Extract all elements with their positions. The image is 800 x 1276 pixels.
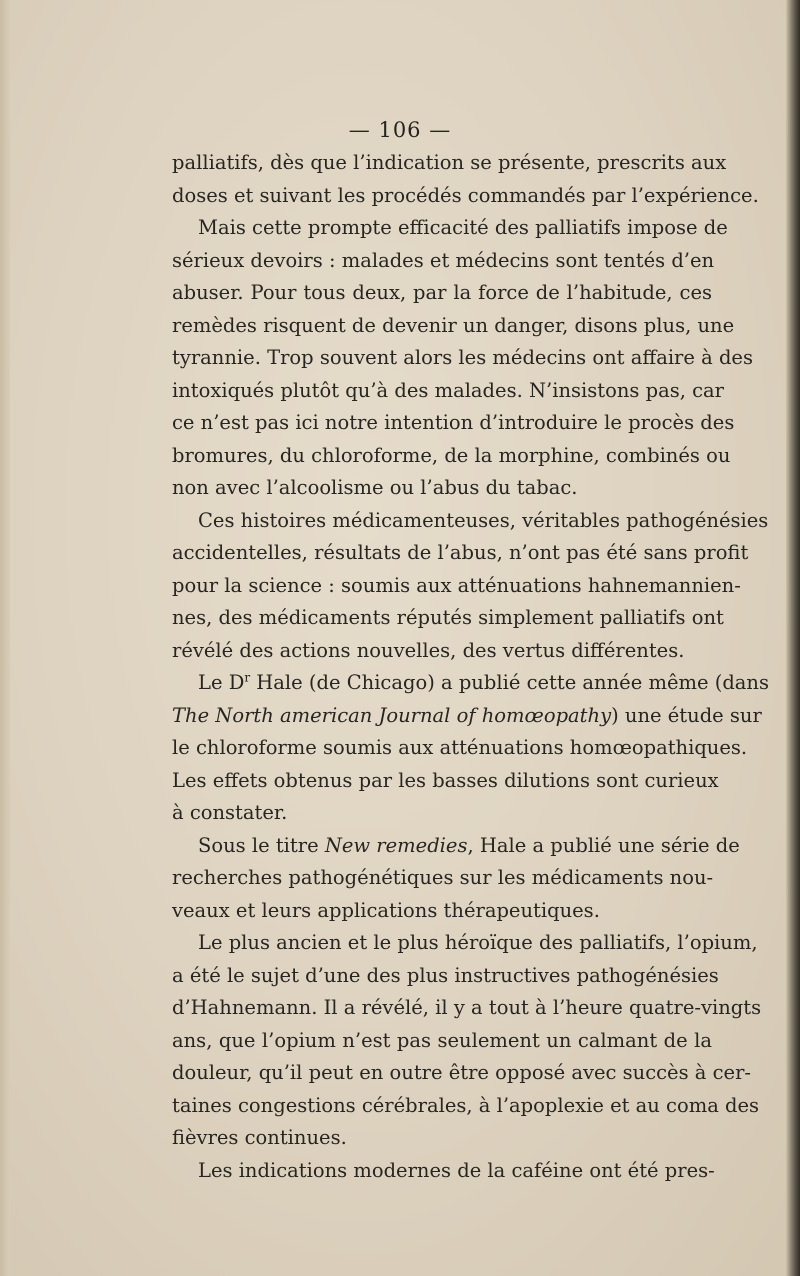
text-line: le chloroforme soumis aux atténuations homœopathiques. xyxy=(172,736,748,759)
body-text xyxy=(172,147,769,1187)
text-line: ans, que l’opium n’est pas seulement un calmant de la xyxy=(172,1028,712,1052)
text-line: Les indications modernes de la caféine ont été pres- xyxy=(198,1158,715,1182)
text-run: Le D xyxy=(198,671,245,694)
text-line: non avec l’alcoolisme ou l’abus du tabac. xyxy=(172,476,578,499)
text-run: , Hale a publié une série de xyxy=(467,833,740,857)
text-line: sérieux devoirs : malades et médecins sont tentés d’en xyxy=(172,248,715,272)
text-line: doses et suivant les procédés commandés par l’expérience. xyxy=(172,183,759,207)
text-line: remèdes risquent de devenir un danger, disons plus, une xyxy=(172,313,735,337)
page-binding-shadow xyxy=(786,0,800,1276)
text-line: a été le sujet d’une des plus instructives pathogénésies xyxy=(172,963,719,987)
text-line: taines congestions cérébrales, à l’apoplexie et au coma des xyxy=(172,1093,760,1117)
text-line xyxy=(172,830,740,863)
text-line: veaux et leurs applications thérapeutiques. xyxy=(172,898,600,922)
text-line: pour la science : soumis aux atténuations hahnemannien- xyxy=(172,573,741,597)
text-line: fièvres continues. xyxy=(172,1126,347,1149)
text-line: Mais cette prompte efficacité des palliatifs impose de xyxy=(198,216,728,239)
text-line xyxy=(172,667,769,700)
text-run: Sous le titre xyxy=(198,833,325,857)
text-run: Hale (de Chicago) a publié cette année même (dans xyxy=(250,671,769,694)
text-line: intoxiqués plutôt qu’à des malades. N’insistons pas, car xyxy=(172,378,725,402)
text-line: bromures, du chloroforme, de la morphine, combinés ou xyxy=(172,443,731,467)
superscript-r: r xyxy=(244,670,251,685)
text-line: Le plus ancien et le plus héroïque des palliatifs, l’opium, xyxy=(198,931,758,954)
text-line: d’Hahnemann. Il a révélé, il y a tout à l’heure quatre-vingts xyxy=(172,996,762,1019)
text-line: à constater. xyxy=(172,801,288,824)
title-italic: New remedies xyxy=(324,833,468,857)
page-number-header: — 106 — xyxy=(348,118,452,142)
text-line: abuser. Pour tous deux, par la force de l’habitude, ces xyxy=(172,281,712,304)
text-run: ) une étude sur xyxy=(611,703,762,727)
text-line: accidentelles, résultats de l’abus, n’ont pas été sans profit xyxy=(172,541,749,564)
text-line: Les effets obtenus par les basses dilutions sont curieux xyxy=(172,768,719,792)
text-line: palliatifs, dès que l’indication se présente, prescrits aux xyxy=(172,151,727,174)
text-line: tyrannie. Trop souvent alors les médecins ont affaire à des xyxy=(172,346,753,369)
page-left-edge xyxy=(0,0,10,1276)
text-line xyxy=(172,700,762,733)
text-line: ce n’est pas ici notre intention d’introduire le procès des xyxy=(172,411,735,434)
text-line: recherches pathogénétiques sur les médicaments nou- xyxy=(172,866,714,889)
journal-title-italic: The North american Journal of homœopathy xyxy=(172,703,612,727)
text-line: douleur, qu’il peut en outre être opposé avec succès à cer- xyxy=(172,1061,751,1084)
text-line: nes, des médicaments réputés simplement palliatifs ont xyxy=(172,606,724,629)
text-line: révélé des actions nouvelles, des vertus différentes. xyxy=(172,638,685,662)
text-line: Ces histoires médicamenteuses, véritables pathogénésies xyxy=(198,508,769,532)
